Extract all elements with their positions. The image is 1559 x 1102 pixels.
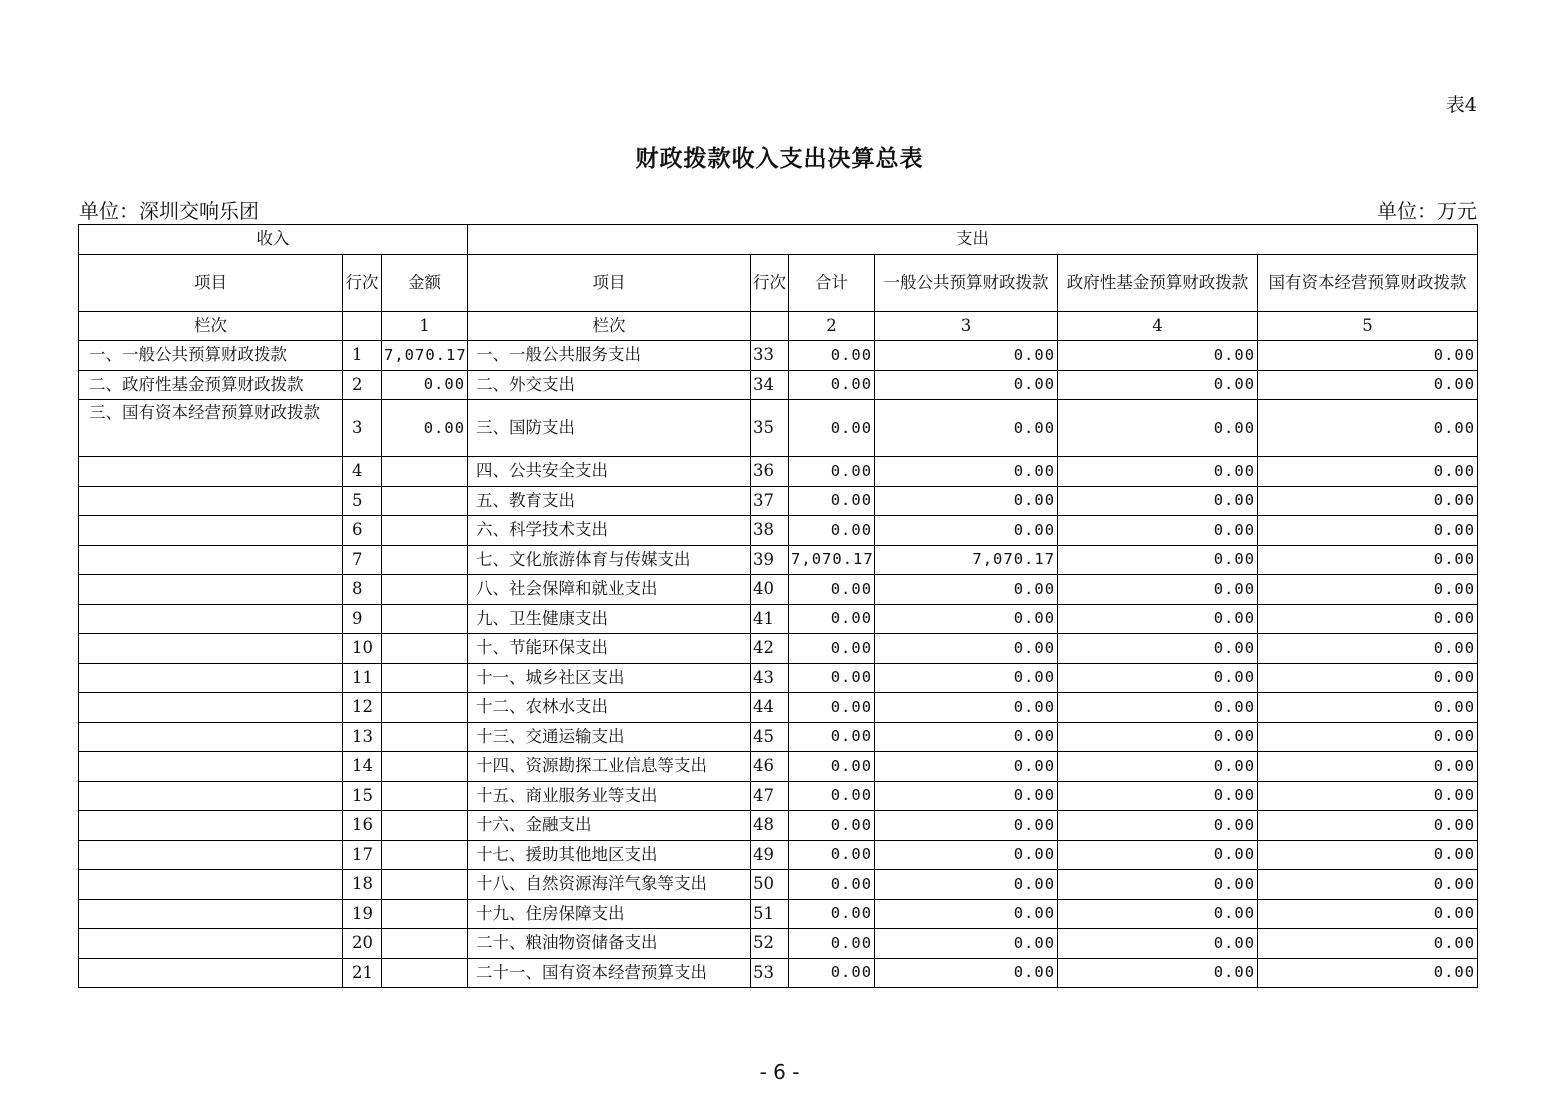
income-line: 6 [343,516,382,546]
income-amount [382,663,468,693]
general-budget-value: 7,070.17 [875,545,1058,575]
general-budget-value: 0.00 [875,457,1058,487]
table-label: 表4 [1445,94,1477,116]
income-amount: 0.00 [382,400,468,457]
income-amount [382,604,468,634]
income-item [79,722,343,752]
income-line: 19 [343,899,382,929]
expense-line: 51 [751,899,789,929]
column-no-fund: 4 [1058,312,1258,341]
income-line: 20 [343,929,382,959]
header-state-capital: 国有资本经营预算财政拨款 [1258,255,1478,312]
income-line: 17 [343,840,382,870]
income-amount [382,634,468,664]
general-budget-value: 0.00 [875,370,1058,400]
fund-budget-value: 0.00 [1058,840,1258,870]
income-line: 14 [343,752,382,782]
general-budget-value: 0.00 [875,575,1058,605]
expense-item: 十二、农林水支出 [468,693,751,723]
unit-organization: 单位：深圳交响乐团 [79,199,259,223]
column-label: 栏次 [79,312,343,341]
fund-budget-value: 0.00 [1058,870,1258,900]
fund-budget-value: 0.00 [1058,693,1258,723]
column-line2-empty [751,312,789,341]
general-budget-value: 0.00 [875,634,1058,664]
income-item [79,752,343,782]
expense-item: 七、文化旅游体育与传媒支出 [468,545,751,575]
table-row [79,899,1478,929]
expense-total: 0.00 [789,870,875,900]
expense-total: 0.00 [789,722,875,752]
expense-line: 52 [751,929,789,959]
unit-currency: 单位：万元 [1377,199,1477,223]
income-line: 18 [343,870,382,900]
expense-line: 50 [751,870,789,900]
income-item: 三、国有资本经营预算财政拨款 [79,400,343,457]
income-item [79,870,343,900]
expense-total: 0.00 [789,781,875,811]
expense-line: 35 [751,400,789,457]
income-amount [382,486,468,516]
income-amount [382,545,468,575]
income-amount [382,929,468,959]
state-capital-value: 0.00 [1258,899,1478,929]
income-line: 21 [343,958,382,988]
expense-line: 38 [751,516,789,546]
expense-total: 0.00 [789,370,875,400]
fund-budget-value: 0.00 [1058,516,1258,546]
income-amount: 7,070.17 [382,341,468,371]
state-capital-value: 0.00 [1258,575,1478,605]
income-amount [382,722,468,752]
table-row [79,516,1478,546]
header-income-item: 项目 [79,255,343,312]
state-capital-value: 0.00 [1258,400,1478,457]
income-amount [382,958,468,988]
income-amount [382,781,468,811]
expense-line: 42 [751,634,789,664]
general-budget-value: 0.00 [875,341,1058,371]
income-line: 5 [343,486,382,516]
income-amount [382,752,468,782]
expense-line: 40 [751,575,789,605]
expense-line: 47 [751,781,789,811]
fund-budget-value: 0.00 [1058,604,1258,634]
expense-item: 十六、金融支出 [468,811,751,841]
income-amount: 0.00 [382,370,468,400]
general-budget-value: 0.00 [875,899,1058,929]
income-amount [382,457,468,487]
column-number-row [79,312,1478,341]
expense-line: 53 [751,958,789,988]
expense-total: 0.00 [789,400,875,457]
income-item [79,604,343,634]
state-capital-value: 0.00 [1258,516,1478,546]
expense-total: 7,070.17 [789,545,875,575]
expense-total: 0.00 [789,929,875,959]
fund-budget-value: 0.00 [1058,575,1258,605]
income-item [79,545,343,575]
income-item [79,693,343,723]
header-general-budget: 一般公共预算财政拨款 [875,255,1058,312]
page-number: - 6 - [759,1060,800,1084]
expense-item: 二、外交支出 [468,370,751,400]
income-amount [382,870,468,900]
state-capital-value: 0.00 [1258,486,1478,516]
table-row [79,545,1478,575]
expense-line: 36 [751,457,789,487]
state-capital-value: 0.00 [1258,958,1478,988]
general-budget-value: 0.00 [875,811,1058,841]
state-capital-value: 0.00 [1258,545,1478,575]
expense-total: 0.00 [789,899,875,929]
fund-budget-value: 0.00 [1058,457,1258,487]
column-no-total: 2 [789,312,875,341]
general-budget-value: 0.00 [875,486,1058,516]
expense-line: 33 [751,341,789,371]
expense-line: 37 [751,486,789,516]
income-line: 4 [343,457,382,487]
income-item [79,811,343,841]
expense-line: 48 [751,811,789,841]
general-budget-value: 0.00 [875,722,1058,752]
fund-budget-value: 0.00 [1058,634,1258,664]
expense-line: 43 [751,663,789,693]
state-capital-value: 0.00 [1258,781,1478,811]
table-row [79,663,1478,693]
income-line: 13 [343,722,382,752]
fund-budget-value: 0.00 [1058,958,1258,988]
income-amount [382,840,468,870]
table-row [79,840,1478,870]
column-no-state: 5 [1258,312,1478,341]
state-capital-value: 0.00 [1258,722,1478,752]
appropriation-table [78,224,1478,988]
general-budget-value: 0.00 [875,870,1058,900]
income-item [79,899,343,929]
general-budget-value: 0.00 [875,693,1058,723]
table-row [79,634,1478,664]
expense-item: 一、一般公共服务支出 [468,341,751,371]
income-amount [382,575,468,605]
state-capital-value: 0.00 [1258,604,1478,634]
income-item [79,516,343,546]
income-amount [382,693,468,723]
income-item [79,958,343,988]
expense-line: 44 [751,693,789,723]
income-item [79,486,343,516]
expense-total: 0.00 [789,516,875,546]
expense-item: 十一、城乡社区支出 [468,663,751,693]
income-line: 9 [343,604,382,634]
state-capital-value: 0.00 [1258,634,1478,664]
state-capital-value: 0.00 [1258,693,1478,723]
expense-item: 二十、粮油物资储备支出 [468,929,751,959]
expense-item: 十九、住房保障支出 [468,899,751,929]
income-line: 11 [343,663,382,693]
income-item [79,929,343,959]
expense-item: 八、社会保障和就业支出 [468,575,751,605]
state-capital-value: 0.00 [1258,752,1478,782]
table-row [79,811,1478,841]
expense-total: 0.00 [789,604,875,634]
income-line: 1 [343,341,382,371]
income-amount [382,516,468,546]
table-row [79,781,1478,811]
expense-item: 十八、自然资源海洋气象等支出 [468,870,751,900]
expense-item: 四、公共安全支出 [468,457,751,487]
income-item [79,457,343,487]
expense-item: 二十一、国有资本经营预算支出 [468,958,751,988]
income-amount [382,899,468,929]
column-line-empty [343,312,382,341]
state-capital-value: 0.00 [1258,663,1478,693]
expense-total: 0.00 [789,811,875,841]
expense-item: 十、节能环保支出 [468,634,751,664]
fund-budget-value: 0.00 [1058,722,1258,752]
general-budget-value: 0.00 [875,663,1058,693]
fund-budget-value: 0.00 [1058,811,1258,841]
table-row [79,341,1478,371]
table-row [79,575,1478,605]
income-item [79,663,343,693]
state-capital-value: 0.00 [1258,840,1478,870]
table-row [79,400,1478,457]
state-capital-value: 0.00 [1258,341,1478,371]
column-no-general: 3 [875,312,1058,341]
table-row [79,870,1478,900]
expense-total: 0.00 [789,486,875,516]
fund-budget-value: 0.00 [1058,400,1258,457]
expense-total: 0.00 [789,341,875,371]
expense-item: 九、卫生健康支出 [468,604,751,634]
expense-total: 0.00 [789,457,875,487]
column-label-expense: 栏次 [468,312,751,341]
income-item [79,840,343,870]
expense-total: 0.00 [789,634,875,664]
state-capital-value: 0.00 [1258,929,1478,959]
income-item [79,781,343,811]
state-capital-value: 0.00 [1258,457,1478,487]
table-row [79,752,1478,782]
fund-budget-value: 0.00 [1058,752,1258,782]
general-budget-value: 0.00 [875,840,1058,870]
income-line: 12 [343,693,382,723]
expense-total: 0.00 [789,958,875,988]
table-row [79,929,1478,959]
table-row [79,604,1478,634]
income-line: 3 [343,400,382,457]
expense-line: 45 [751,722,789,752]
header-fund-budget: 政府性基金预算财政拨款 [1058,255,1258,312]
expense-item: 十七、援助其他地区支出 [468,840,751,870]
fund-budget-value: 0.00 [1058,781,1258,811]
expense-item: 十四、资源勘探工业信息等支出 [468,752,751,782]
table-row [79,958,1478,988]
header-column-row [79,255,1478,312]
income-item: 一、一般公共预算财政拨款 [79,341,343,371]
general-budget-value: 0.00 [875,604,1058,634]
header-expense: 支出 [468,225,1478,255]
expense-line: 34 [751,370,789,400]
expense-line: 46 [751,752,789,782]
income-item [79,575,343,605]
expense-item: 五、教育支出 [468,486,751,516]
income-item [79,634,343,664]
expense-total: 0.00 [789,693,875,723]
income-item: 二、政府性基金预算财政拨款 [79,370,343,400]
general-budget-value: 0.00 [875,929,1058,959]
general-budget-value: 0.00 [875,400,1058,457]
header-income-line: 行次 [343,255,382,312]
general-budget-value: 0.00 [875,958,1058,988]
expense-line: 41 [751,604,789,634]
header-expense-item: 项目 [468,255,751,312]
state-capital-value: 0.00 [1258,370,1478,400]
header-expense-total: 合计 [789,255,875,312]
income-line: 8 [343,575,382,605]
table-row [79,722,1478,752]
expense-item: 三、国防支出 [468,400,751,457]
income-line: 10 [343,634,382,664]
income-line: 7 [343,545,382,575]
expense-item: 六、科学技术支出 [468,516,751,546]
fund-budget-value: 0.00 [1058,663,1258,693]
general-budget-value: 0.00 [875,516,1058,546]
header-income-amount: 金额 [382,255,468,312]
table-row [79,370,1478,400]
table-row [79,457,1478,487]
expense-total: 0.00 [789,840,875,870]
expense-total: 0.00 [789,752,875,782]
income-line: 15 [343,781,382,811]
fund-budget-value: 0.00 [1058,899,1258,929]
income-line: 2 [343,370,382,400]
expense-line: 49 [751,840,789,870]
expense-item: 十三、交通运输支出 [468,722,751,752]
header-expense-line: 行次 [751,255,789,312]
state-capital-value: 0.00 [1258,870,1478,900]
expense-item: 十五、商业服务业等支出 [468,781,751,811]
fund-budget-value: 0.00 [1058,341,1258,371]
header-group-row [79,225,1478,255]
header-income: 收入 [79,225,468,255]
income-amount [382,811,468,841]
expense-total: 0.00 [789,663,875,693]
column-no-amount: 1 [382,312,468,341]
fund-budget-value: 0.00 [1058,486,1258,516]
general-budget-value: 0.00 [875,781,1058,811]
income-line: 16 [343,811,382,841]
fund-budget-value: 0.00 [1058,545,1258,575]
page-title: 财政拨款收入支出决算总表 [635,146,924,172]
expense-total: 0.00 [789,575,875,605]
state-capital-value: 0.00 [1258,811,1478,841]
general-budget-value: 0.00 [875,752,1058,782]
table-row [79,693,1478,723]
fund-budget-value: 0.00 [1058,929,1258,959]
fund-budget-value: 0.00 [1058,370,1258,400]
table-row [79,486,1478,516]
expense-line: 39 [751,545,789,575]
